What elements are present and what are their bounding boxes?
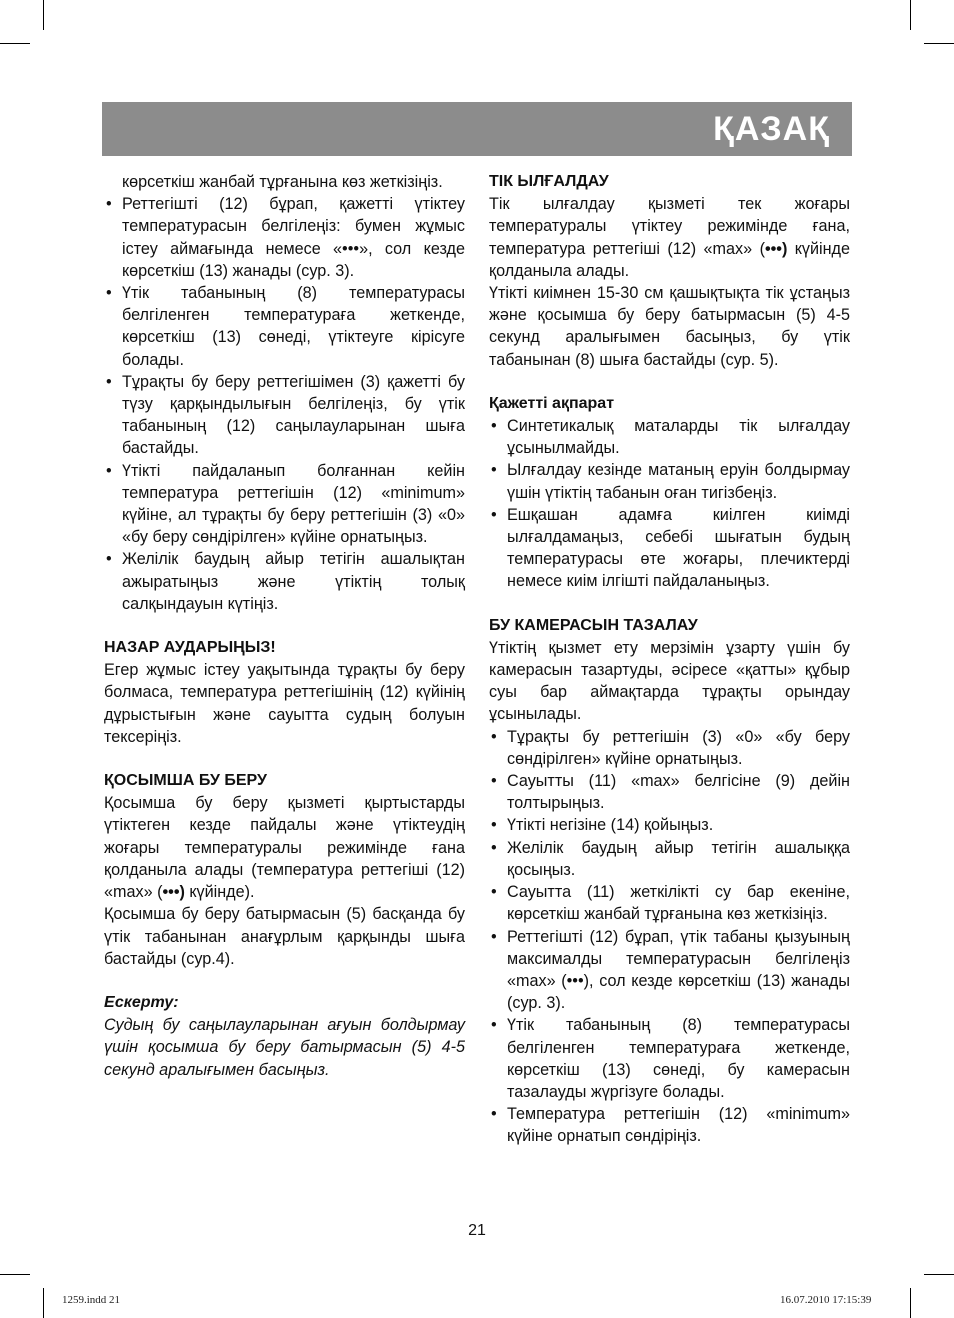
note-text: Судың бу саңылауларынан ағуын болдырмау үшін қосымша бу беру батырмасын (5) 4-5 секунд аралығымен басыңыз. (104, 1016, 465, 1079)
list-item: • Синтетикалық маталарды тік ылғалдау ұсынылмайды. (489, 415, 850, 459)
vertical-steam-text: Тік ылғалдау қызметі тек жоғары температуралы үтіктеу режимінде ғана, температура реттегіші (12) «max» ( (489, 195, 850, 258)
usage-steps-list (104, 193, 465, 615)
clean-chamber-heading: БУ КАМЕРАСЫН ТАЗАЛАУ (489, 616, 698, 634)
right-column (489, 171, 850, 1148)
crop-mark (924, 1274, 954, 1275)
list-item: • Реттегішті (12) бұрап, үтік табаны қызуының максималды температурасын белгілеңіз «max» (•••), сол кезде көрсеткіш (13) жанады (сур. 3). (489, 926, 850, 1015)
list-item: • Үтікті негізіне (14) қойыңыз. (489, 814, 850, 836)
left-column (104, 171, 465, 1081)
info-list (489, 415, 850, 593)
intro-continuation: көрсеткіш жанбай тұрғанына көз жеткізіңіз. (122, 173, 443, 191)
print-slug-file: 1259.indd 21 (62, 1294, 121, 1306)
crop-mark (0, 43, 30, 44)
extra-steam-heading: ҚОСЫМША БУ БЕРУ (104, 772, 267, 790)
crop-mark (43, 0, 44, 30)
vertical-steam-text-end: күйінде қолданыла алады. (489, 239, 851, 280)
crop-mark (924, 43, 954, 44)
list-item: • Үтік табанының (8) температурасы белгіленген температураға жеткенде, көрсеткіш (13) сөнеді, бу камерасын тазалауды жүргізуге болады. (489, 1014, 850, 1103)
language-title: ҚАЗАҚ (713, 110, 830, 148)
attention-text: Егер жұмыс істеу уақытында тұрақты бу беру болмаса, температура реттегішінің (12) күйінің дұрыстығын және сауытта судың болуын тексеріңіз. (104, 661, 465, 746)
extra-steam-text: Қосымша бу беру қызметі қыртыстарды үтіктеген кезде пайдалы және үтіктеудің жоғары температуралы режимінде ғана қолданыла алады (температура реттегіші (12) «max» ( (104, 794, 465, 902)
list-item: • Тұрақты бу беру реттегішімен (3) қажетті бу түзу қарқындылығын белгілеңіз, бу үтік табанының (12) саңылауларынан шыға бастайды. (104, 371, 465, 460)
language-header-bar (102, 102, 852, 156)
extra-steam-paragraph-2: Қосымша бу беру батырмасын (5) басқанда бу үтік табанынан анағұрлым қарқынды шыға бастайды (сур.4). (104, 905, 465, 968)
vertical-steam-paragraph-2: Үтікті киімнен 15-30 см қашықтықта тік ұстаңыз және қосымша бу беру батырмасын (5) 4-5 секунд аралығымен басыңыз, бу үтік табанынан (8) шыға бастайды (сур. 5). (489, 284, 850, 369)
list-item: • Үтік табанының (8) температурасы белгіленген температураға жеткенде, көрсеткіш (13) сөнеді, үтіктеуге кірісуге болады. (104, 282, 465, 371)
list-item: • Температура реттегішін (12) «minimum» күйіне орнатып сөндіріңіз. (489, 1103, 850, 1147)
list-item: • Желілік баудың айыр тетігін ашалыққа қосыңыз. (489, 837, 850, 881)
max-dots-symbol: •••) (162, 883, 185, 902)
crop-mark (910, 1288, 911, 1318)
note-heading: Ескерту: (104, 993, 179, 1011)
extra-steam-text-end: күйінде). (184, 883, 255, 902)
list-item: • Желілік баудың айыр тетігін ашалықтан ажыратыңыз және үтіктің толық салқындауын күтіңіз. (104, 548, 465, 615)
list-item: • Ылғалдау кезінде матаның еруін болдырмау үшін үтіктің табанын оған тигізбеңіз. (489, 459, 850, 503)
extra-steam-paragraph-1 (104, 792, 465, 903)
info-heading: Қажетті ақпарат (489, 394, 615, 412)
list-item: • Ешқашан адамға киілген киімді ылғалдамаңыз, себебі шығатын будың температурасы өте жоғары, плечиктерді немесе киім ілгішті пайдаланыңыз. (489, 504, 850, 593)
vertical-steam-paragraph-1 (489, 193, 850, 282)
list-item: • Сауытта (11) жеткілікті су бар екеніне, көрсеткіш жанбай тұрғанына көз жеткізіңіз. (489, 881, 850, 925)
max-dots-symbol: •••) (764, 239, 788, 258)
list-item: • Реттегішті (12) бұрап, қажетті үтіктеу температурасын белгілеңіз: бумен жұмыс істеу аймағында немесе «•••», сол кезде көрсеткіш (13) жанады (сур. 3). (104, 193, 465, 282)
list-item: • Тұрақты бу реттегішін (3) «0» «бу беру сөндірілген» күйіне орнатыңыз. (489, 726, 850, 770)
clean-chamber-intro: Үтіктің қызмет ету мерзімін ұзарту үшін бу камерасын тазартуды, әсіресе «қатты» құбыр суы бар аймақтарда тұрақты орындау ұсынылады. (489, 638, 850, 724)
page-number: 21 (468, 1222, 486, 1239)
clean-steps-list (489, 726, 850, 1148)
list-item: • Сауытты (11) «max» белгісіне (9) дейін толтырыңыз. (489, 770, 850, 814)
attention-heading: НАЗАР АУДАРЫҢЫЗ! (104, 639, 276, 657)
crop-mark (43, 1288, 44, 1318)
print-slug-date: 16.07.2010 17:15:39 (780, 1294, 872, 1306)
crop-mark (0, 1274, 30, 1275)
crop-mark (910, 0, 911, 30)
list-item: • Үтікті пайдаланып болғаннан кейін температура реттегішін (12) «minimum» күйіне, ал тұрақты бу беру реттегішін (3) «0» «бу беру сөндірілген» күйіне орнатыңыз. (104, 460, 465, 549)
vertical-steam-heading: ТІК ЫЛҒАЛДАУ (489, 173, 609, 190)
